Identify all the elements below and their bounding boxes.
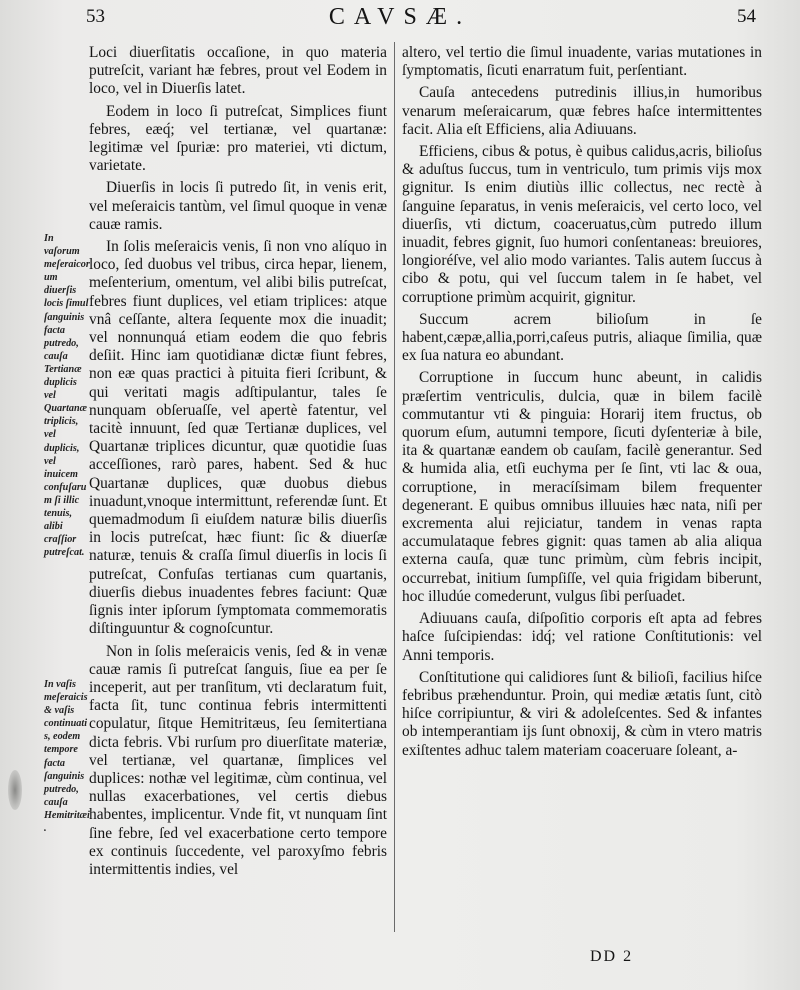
paragraph: Conſtitutione qui calidiores ſunt & bilioſi, facilius hiſce febribus præhenduntur. Proin, qui mediæ ætatis ſunt, citò hiſce corripiuntur, & viri & adoleſcentes. Sed & infantes ob intemperantiam ijs ſunt obnoxij, & cùm in vtero matris exiſtentes adhuc talem materiam coaceruare ſoleant, a- <box>402 668 762 759</box>
page-number-right: 54 <box>737 6 756 27</box>
paragraph: Corruptione in ſuccum hunc abeunt, in calidis præſertim ventriculis, dulcia, quæ in bilem facilè commutantur vti & pinguia: Horarij item fructus, ob quorum eſum, autumni tempore, ſicuti dyſenteriæ à bile, ita & quartanæ eandem ob cauſam, facilè generantur. Sed & humida alia, etſi euchyma per ſe ſint, vti lac & oua, corruptione, in meracíſsimam bilem frequenter degenerant. E quibus omnibus illuuies hæc nata, niſi per excrementa alui rejiciatur, tandem in venas rapta accumulataque febres gignit: quas tamen ab alia aliqua externa cauſa, quæ tunc primùm, cùm febris incipit, occurrebat, initium ſumpſiſſe, vel quia frigidam biberunt, hoc illudúe comederunt, vulgus ſibi perſuadet. <box>402 369 762 605</box>
paragraph: Efficiens, cibus & potus, è quibus calidus,acris, bilioſus & aduſtus ſuccus, tum in ventriculo, tum primis vijs mox gignitur. Is enim diutiùs illic collectus, nec rectè à ſanguine ſeparatus, in venis meſeraicis, vel certo loco, vel diuerſis, vti dictum, coaceruatus,cùm putredo illum inuadit, febres gignit, ſuo humori conſentaneas: breuiores, longioréſve, vel alio modo variantes. Talis autem ſuccus à cibo & potu, qui vel ſuccum talem in ſe habet, vel corruptione primùm acquirit, gignitur. <box>402 143 762 306</box>
paragraph: Eodem in loco ſi putreſcat, Simplices fiunt febres, eæq́; vel tertianæ, vel quartanæ: legitimæ vel ſpuriæ: pro materiei, vti dictum, varietate. <box>89 102 387 175</box>
paragraph: Adiuuans cauſa, diſpoſitio corporis eſt apta ad febres haſce ſuſcipiendas: idq́; vel ratione Conſtitutionis: vel Anni temporis. <box>402 610 762 664</box>
page-number-left: 53 <box>86 6 105 27</box>
paragraph: Diuerſis in locis ſi putredo ſit, in venis erit, vel meſeraicis tantùm, vel ſimul quoque in venæ cauæ ramis. <box>89 179 387 233</box>
page-header <box>0 2 800 42</box>
marginal-note: In vaſis meſeraicis & vaſis continuatis, eodem tempore facta ſanguinis putredo, cauſa Hemitritæi. <box>44 679 90 835</box>
paragraph: Non in ſolis meſeraicis venis, ſed & in venæ cauæ ramis ſi putreſcat ſanguis, ſiue ea per ſe inceperit, aut per tranſitum, vti declaratum fuit, facta ſit, tunc continua febris intermittenti copulatur, ſitque Hemitritæus, ſeu ſemitertiana dicta febris. Vbi rurſum pro diuerſitate materiæ, vel tertianæ, vel quartanæ, ſimplices vel duplices: nothæ vel legitimæ, cùm continua, vel nullas exacerbationes, vel certis diebus habentes, implicentur. Vnde fit, vt nunquam ſint ſine febre, ſed vel exacerbatione certo tempore ex continuis ſuccedente, vel paroxyſmo febris intermittentis indies, vel <box>89 642 387 878</box>
paragraph: Cauſa antecedens putredinis illius,in humoribus venarum meſeraicarum, quæ febres haſce intermittentes facit. Alia eſt Efficiens, alia Adiuuans. <box>402 84 762 138</box>
running-title: CAVSÆ. <box>328 4 472 30</box>
left-column <box>89 44 387 883</box>
marginal-note: In vaſorum meſeraicorum diuerſis locis ſimul ſanguinis facta putredo, cauſa Tertianæ duplicis vel Quartanæ triplicis, vel duplicis, vel inuicem confuſarum ſi illic tenuis, alibi craſſior putreſcat. <box>44 233 90 559</box>
ink-blot <box>8 770 22 810</box>
right-column <box>402 44 762 764</box>
signature-mark: DD 2 <box>590 948 634 965</box>
paragraph: In ſolis meſeraicis venis, ſi non vno alíquo in loco, ſed duobus vel tribus, circa hepar, lienem, meſenterium, omentum, vel alibi bilis putreſcat, febres fiunt duplices, vel etiam triplices: atque vnâ ceſſante, altera ſequente mox die inuadit; vel nonnunquá etiam eodem die quo febris deſiit. Hinc iam quotidianæ dictæ fiunt febres, non eæ quas practici à pituita fieri ſcribunt, & qui veritati magis adſtipulantur, tales ſe nunquam obſeruaſſe, vel apertè fatentur, vel tacitè innuunt, ſed quæ Tertianæ duplices, vel Quartanæ triplices dicuntur, quæ quotidie ſuas acceſſiones, rarò pares, habent. Sed & huc Quartanæ duplices, quæ duobus diebus inuadunt,vnoque intermittunt, referendæ ſunt. Et quemadmodum ſi eiuſdem naturæ bilis diuerſis in locis putreſcat, hæc fiunt: ſic & diuerſæ naturæ, tenuis & craſſa ſimul diuerſis in locis ſi putreſcat, Confuſas tertianas cum quartanis, diuerſis diebus inuadentes febres faciunt: Quæ ſignis inter ipſorum ſymptomata commemoratis diſtinguuntur & cognoſcuntur. <box>89 238 387 638</box>
paragraph: Succum acrem bilioſum in ſe habent,cæpæ,allia,porri,caſeus putris, aliaque ſimilia, quæ ex ſua natura eo abundant. <box>402 310 762 365</box>
column-divider <box>394 42 395 932</box>
paragraph: altero, vel tertio die ſimul inuadente, varias mutationes in ſymptomatis, ſicuti enarratum fuit, perſentiant. <box>402 44 762 80</box>
paragraph: Loci diuerſitatis occaſione, in quo materia putreſcit, variant hæ febres, prout vel Eodem in loco, vel in Diuerſis latet. <box>89 44 387 98</box>
